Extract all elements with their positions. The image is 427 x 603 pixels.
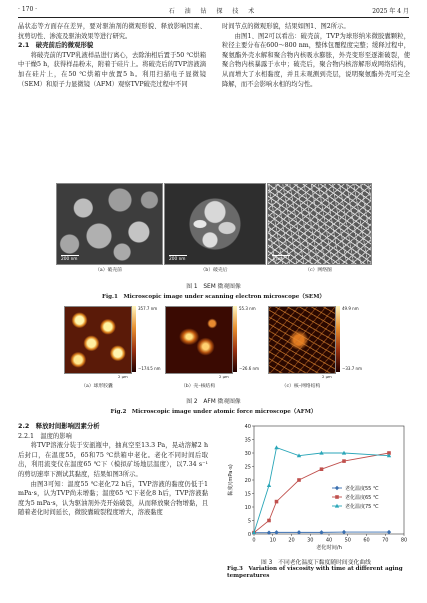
x-tick-label: 10 — [269, 537, 276, 544]
running-header — [18, 4, 409, 16]
legend-label: 老化温度65 ℃ — [345, 494, 379, 501]
subfigure-label: （a）破壳前 — [95, 268, 122, 273]
figure-caption-en: Fig.1 Microscopic image under scanning electron microscope（SEM） — [102, 294, 325, 300]
data-point — [335, 486, 339, 490]
colorbar — [233, 306, 237, 372]
scale-bar — [169, 255, 187, 257]
data-point — [320, 467, 324, 471]
data-point — [342, 530, 346, 534]
colorbar — [336, 306, 340, 372]
journal-name: 石 油 钻 探 技 术 — [168, 8, 259, 15]
legend-label: 老化温度55 ℃ — [345, 485, 379, 492]
scale-bar — [61, 255, 79, 257]
subfigure-label: （b）壳–核结构 — [180, 384, 216, 389]
x-tick-label: 0 — [252, 537, 256, 544]
sem-image-before — [56, 183, 163, 265]
sem-image-after — [164, 183, 266, 265]
paragraph: 将TVP溶液分装于安瓿瓶中，抽真空至13.3 Pa，晃动溶解2 h后封口，在温度55，65和75 ℃烘箱中老化。老化不同时间后取出，利用流变仪在温度65 ℃下（模拟矿场地层温度），以7.34 s⁻¹的剪切速率下测试其黏度，结果如图3所示。 — [18, 442, 208, 478]
section-heading: 2.1 破壳前后的微观形貌 — [18, 41, 94, 50]
x-tick-label: 50 — [344, 537, 351, 544]
axis-unit: 2 μm — [118, 374, 128, 379]
x-tick-label: 20 — [288, 537, 295, 544]
y-tick-label: 40 — [244, 423, 251, 430]
x-tick-label: 30 — [307, 537, 314, 544]
subfigure-label: （c）核–网络结构 — [281, 384, 321, 389]
scale-label: 1 μm — [272, 257, 284, 262]
axis-unit: 2 μm — [322, 374, 332, 379]
data-point — [267, 483, 271, 487]
colorbar-max: 357.7 nm — [138, 306, 158, 311]
left-column-top — [18, 22, 206, 89]
y-tick-label: 25 — [244, 464, 251, 471]
colorbar-min: −33.7 nm — [342, 366, 362, 371]
header-rule — [18, 17, 409, 18]
paragraph: 由图1、图2可以看出：破壳前，TVP为球形纳米微胶囊颗粒，粒径主要分布在600～800 nm，整体包覆程度完整；缓释过程中，聚氨酯外壳水解和聚合物内核吸水膨胀，外壳变形至逐渐破裂，使聚合物内核暴露于水中；破壳后，聚合物内核溶解形成网络结构，从而增大了水相黏度，并且未观测到壳层，说明聚氨酯外壳可完全降解，而不会影响水相的均匀性。 — [222, 32, 410, 88]
y-tick-label: 30 — [244, 450, 251, 457]
x-tick-label: 40 — [325, 537, 333, 544]
figure-caption-en: Fig.3 Variation of viscosity with time at different aging temperatures — [227, 566, 403, 579]
plot-frame — [254, 426, 404, 534]
paragraph: 将破壳前的TVP乳液样品进行离心，去除油相后置于50 ℃烘箱中干燥5 h，获得样品粉末，附着于硅片上。将破壳后的TVP溶液滴加在硅片上，在50 ℃烘箱中放置5 h。利用扫描电子显微镜（SEM）和原子力显微镜（AFM）观察TVP破壳过程中不同 — [18, 51, 206, 88]
data-point — [335, 495, 339, 499]
series-line — [254, 453, 389, 533]
subfigure-label: （b）破壳后 — [200, 268, 228, 273]
paragraph: 时间节点的微观形貌，结果如图1、图2所示。 — [222, 23, 350, 30]
x-tick-label: 60 — [363, 537, 370, 544]
scale-bar — [272, 255, 290, 257]
colorbar-max: 55.3 nm — [239, 306, 256, 311]
paragraph: 由图3可知：温度55 ℃老化72 h后，TVP溶液的黏度仍低于1 mPa·s，认为TVP尚未增黏；温度65 ℃下老化8 h后，TVP溶液黏度为5 mPa·s，认为驱油剂外壳开始破裂，从而释放聚合物增黏，且随着老化时间延长，微胶囊破裂程度增大，溶液黏度 — [18, 480, 208, 517]
colorbar-min: −174.5 nm — [138, 366, 161, 371]
y-tick-label: 5 — [247, 518, 251, 525]
figure-caption: 图 2 AFM 微观图像 — [186, 399, 241, 405]
y-tick-label: 35 — [244, 437, 251, 444]
sem-image-network — [267, 183, 372, 265]
y-axis-label: 黏度/(mPa·s) — [228, 464, 234, 496]
data-point — [267, 519, 271, 523]
x-tick-label: 70 — [382, 537, 389, 544]
data-point — [274, 445, 278, 449]
data-point — [342, 459, 346, 463]
afm-image-shell-core — [165, 306, 233, 374]
data-point — [297, 478, 301, 482]
subfigure-label: （c）网络图 — [305, 268, 332, 273]
y-tick-label: 0 — [247, 531, 251, 538]
subsection-heading: 2.2.1 温度的影响 — [18, 432, 72, 440]
figure-caption-en: Fig.2 Microscopic image under atomic force microscope（AFM） — [110, 409, 317, 415]
y-tick-label: 15 — [244, 491, 251, 498]
y-tick-label: 20 — [244, 477, 251, 484]
colorbar-min: −26.6 nm — [239, 366, 259, 371]
afm-image-spherical — [64, 306, 132, 374]
issue-date: 2025 年 4 月 — [372, 8, 409, 15]
scale-label: 200 nm — [61, 257, 78, 262]
colorbar-max: 49.9 nm — [342, 306, 359, 311]
page-number: · 170 · — [18, 6, 38, 13]
y-tick-label: 10 — [244, 504, 251, 511]
legend-label: 老化温度75 ℃ — [345, 503, 379, 510]
figure-caption: 图 1 SEM 微观图像 — [186, 284, 241, 290]
afm-image-core-network — [268, 306, 336, 374]
data-point — [387, 530, 391, 534]
data-point — [275, 500, 279, 504]
x-tick-label: 80 — [400, 537, 408, 544]
subfigure-label: （a）球形胶囊 — [81, 384, 113, 389]
scale-label: 200 nm — [169, 257, 186, 262]
section-heading: 2.2 释放时间影响因素分析 — [18, 422, 100, 430]
axis-unit: 2 μm — [219, 374, 229, 379]
paragraph: 晶状态等方面存在差异，要对驱油剂的微观形貌、释放影响因素、抗剪切性、渗流及驱油效果等进行研究。 — [18, 23, 206, 40]
colorbar — [132, 306, 136, 372]
left-column-bottom — [18, 422, 208, 518]
figure-caption: 图 3 不同老化温度下黏度随时间变化曲线 — [261, 560, 371, 566]
x-axis-label: 老化时间/h — [316, 545, 342, 551]
viscosity-chart — [222, 420, 412, 555]
right-column-top — [222, 22, 410, 89]
